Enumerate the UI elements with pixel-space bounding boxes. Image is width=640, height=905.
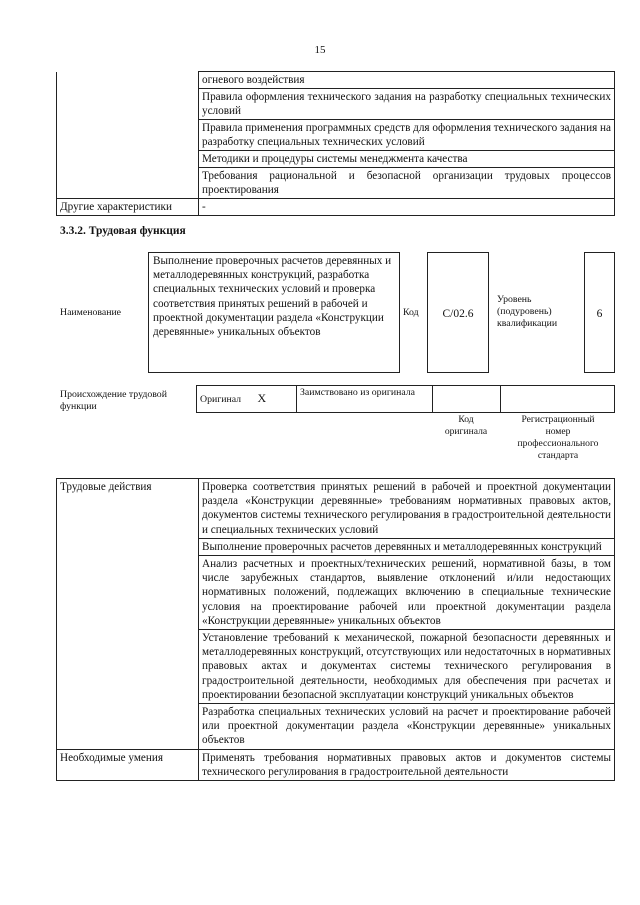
action-item: Установление требований к механической, пожарной безопасности деревянных и металлодеревянных конструкций, отсутствующих или недостаточных в нормативных правовых актах и документах системы технического регулирования в градостроительной деятельности, необходимых для обеспечения при расчетах и проектировании безопасной эксплуатации конструкций уникальных объектов [199, 630, 615, 704]
section-heading: 3.3.2. Трудовая функция [60, 225, 186, 237]
function-name-box [148, 252, 400, 373]
level-box [584, 252, 615, 373]
action-item: Выполнение проверочных расчетов деревянных и металлодеревянных конструкций [199, 538, 615, 555]
table-row [197, 386, 615, 413]
level-label: Уровень (подуровень) квалификации [497, 294, 558, 329]
table-row [57, 749, 615, 780]
empty-label-cell [57, 72, 199, 199]
knowledge-item: огневого воздействия [199, 72, 615, 89]
action-item: Анализ расчетных и проектных/технических решений, нормативной базы, в том числе зарубежных стандартов, выявление отклонений и/или недостающих нормативных положений, подлежащих включению в специальные технические условия на проектирование рабочей или проектной документации раздела «Конструкции деревянные» уникальных объектов [199, 556, 615, 630]
page-number: 15 [314, 44, 326, 56]
name-label: Наименование [60, 307, 122, 318]
knowledge-item: Методики и процедуры системы менеджмента качества [199, 151, 615, 168]
original-label: Оригинал [200, 394, 242, 405]
function-name: Выполнение проверочных расчетов деревянных и металлодеревянных конструкций, разработка специальных технических условий и проверка соответствия принятых решений в рабочей и проектной документации раздела «Конструкции деревянные» уникальных объектов [153, 255, 392, 339]
skill-item: Применять требования нормативных правовых актов и документов системы технического регулирования в градостроительной деятельности [199, 749, 615, 780]
knowledge-table-continued [56, 71, 615, 216]
action-item: Проверка соответствия принятых решений в рабочей и проектной документации раздела «Конструкции деревянные» требованиям нормативных правовых актов, документов системы технического регулирования в градостроительной деятельности и специальных технических условий [199, 479, 615, 539]
knowledge-item: Правила применения программных средств для оформления технического задания на разработку специальных технических условий [199, 120, 615, 151]
knowledge-item: Требования рациональной и безопасной организации трудовых процессов проектирования [199, 168, 615, 199]
other-characteristics-label: Другие характеристики [57, 199, 199, 216]
level-value: 6 [596, 308, 603, 320]
original-mark: X [257, 391, 267, 405]
action-item: Разработка специальных технических условий на расчет и проектирование рабочей или проектной документации раздела «Конструкции деревянные» уникальных объектов [199, 704, 615, 750]
regnum-cell [501, 386, 615, 413]
labor-function-table [56, 478, 615, 781]
other-characteristics-value: - [199, 199, 615, 216]
code-box [427, 252, 489, 373]
table-row [57, 479, 615, 539]
skills-label: Необходимые умения [57, 749, 199, 780]
table-row [57, 72, 615, 89]
origin-label: Происхождение трудовой функции [60, 389, 167, 412]
code-value: C/02.6 [442, 308, 474, 320]
table-row [57, 199, 615, 216]
actions-label: Трудовые действия [57, 479, 199, 750]
code-original-caption: Код оригинала [444, 414, 488, 437]
origin-table [196, 385, 615, 413]
borrowed-label: Заимствовано из оригинала [297, 386, 433, 413]
original-code-cell [433, 386, 501, 413]
code-label: Код [403, 307, 419, 318]
knowledge-item: Правила оформления технического задания на разработку специальных технических условий [199, 89, 615, 120]
original-cell [197, 386, 297, 413]
regnum-caption: Регистрационный номер профессионального стандарта [517, 414, 599, 461]
